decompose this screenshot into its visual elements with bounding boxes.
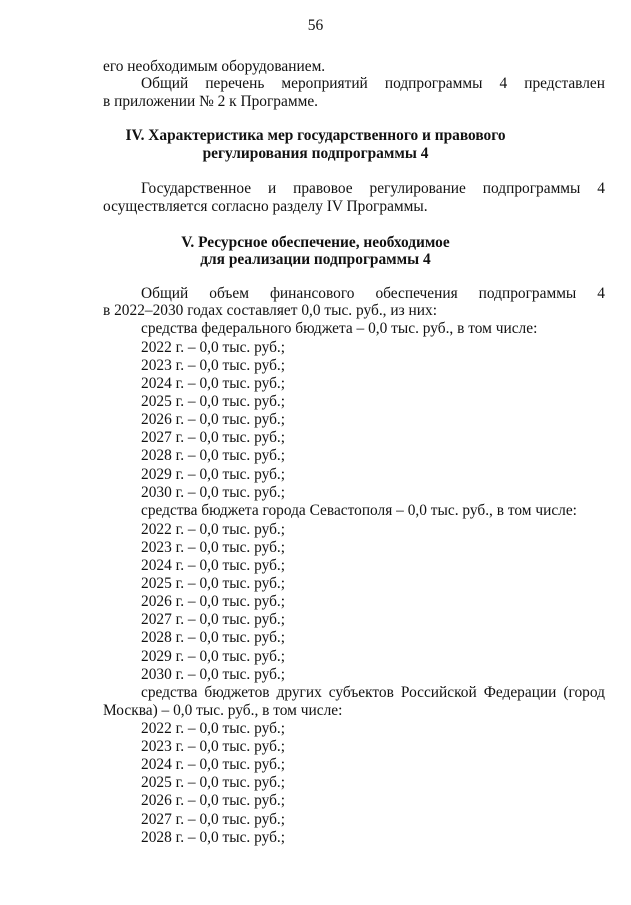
funding-source-title: средства бюджета города Севастополя – 0,0 тыс. руб., в том числе: bbox=[141, 502, 577, 519]
section-heading-line: регулирования подпрограммы 4 bbox=[202, 145, 429, 162]
year-amount-line: 2027 г. – 0,0 тыс. руб.; bbox=[141, 611, 286, 628]
word: подпрограммы bbox=[482, 180, 581, 197]
paragraph-line: его необходимым оборудованием. bbox=[103, 58, 326, 75]
word: (город bbox=[563, 684, 605, 701]
year-amount-line: 2027 г. – 0,0 тыс. руб.; bbox=[141, 429, 286, 446]
word: финансового bbox=[269, 285, 355, 302]
paragraph-line-justified bbox=[141, 75, 605, 93]
year-amount-line: 2029 г. – 0,0 тыс. руб.; bbox=[141, 466, 286, 483]
year-amount-line: 2022 г. – 0,0 тыс. руб.; bbox=[141, 720, 286, 737]
word: 4 bbox=[597, 180, 605, 197]
funding-source-title: средства федерального бюджета – 0,0 тыс. руб., в том числе: bbox=[141, 320, 538, 337]
word: подпрограммы bbox=[478, 285, 577, 302]
section-heading-line: V. Ресурсное обеспечение, необходимое bbox=[181, 234, 450, 251]
funding-source-title-justified bbox=[141, 684, 605, 702]
section-heading-line: IV. Характеристика мер государственного и правового bbox=[125, 127, 506, 144]
page-number: 56 bbox=[307, 17, 324, 34]
year-amount-line: 2024 г. – 0,0 тыс. руб.; bbox=[141, 756, 286, 773]
word: Государственное bbox=[141, 180, 252, 197]
word: 4 bbox=[499, 75, 508, 92]
paragraph-line-justified bbox=[141, 180, 605, 198]
word: регулирование bbox=[369, 180, 466, 197]
year-amount-line: 2025 г. – 0,0 тыс. руб.; bbox=[141, 575, 286, 592]
year-amount-line: 2026 г. – 0,0 тыс. руб.; bbox=[141, 792, 286, 809]
section-heading-line: для реализации подпрограммы 4 bbox=[200, 251, 431, 268]
word: субъектов bbox=[328, 684, 394, 701]
word: 4 bbox=[597, 285, 605, 302]
word: Общий bbox=[141, 75, 189, 92]
word: объем bbox=[209, 285, 249, 302]
year-amount-line: 2022 г. – 0,0 тыс. руб.; bbox=[141, 521, 286, 538]
paragraph-line: в 2022–2030 годах составляет 0,0 тыс. руб., из них: bbox=[103, 302, 437, 319]
word: Российской bbox=[400, 684, 477, 701]
year-amount-line: 2027 г. – 0,0 тыс. руб.; bbox=[141, 811, 286, 828]
year-amount-line: 2023 г. – 0,0 тыс. руб.; bbox=[141, 357, 286, 374]
paragraph-line: осуществляется согласно разделу IV Программы. bbox=[103, 198, 428, 215]
paragraph-line: в приложении № 2 к Программе. bbox=[103, 93, 318, 110]
year-amount-line: 2030 г. – 0,0 тыс. руб.; bbox=[141, 666, 286, 683]
word: средства bbox=[141, 684, 198, 701]
year-amount-line: 2026 г. – 0,0 тыс. руб.; bbox=[141, 593, 286, 610]
word: бюджетов bbox=[204, 684, 270, 701]
year-amount-line: 2025 г. – 0,0 тыс. руб.; bbox=[141, 393, 286, 410]
year-amount-line: 2030 г. – 0,0 тыс. руб.; bbox=[141, 484, 286, 501]
year-amount-line: 2028 г. – 0,0 тыс. руб.; bbox=[141, 829, 286, 846]
year-amount-line: 2026 г. – 0,0 тыс. руб.; bbox=[141, 411, 286, 428]
paragraph-line-justified bbox=[141, 285, 605, 303]
word: Федерации bbox=[483, 684, 557, 701]
year-amount-line: 2023 г. – 0,0 тыс. руб.; bbox=[141, 539, 286, 556]
year-amount-line: 2028 г. – 0,0 тыс. руб.; bbox=[141, 629, 286, 646]
word: Общий bbox=[141, 285, 189, 302]
year-amount-line: 2022 г. – 0,0 тыс. руб.; bbox=[141, 339, 286, 356]
year-amount-line: 2023 г. – 0,0 тыс. руб.; bbox=[141, 738, 286, 755]
word: и bbox=[267, 180, 277, 197]
word: подпрограммы bbox=[384, 75, 483, 92]
word: представлен bbox=[524, 75, 605, 92]
year-amount-line: 2024 г. – 0,0 тыс. руб.; bbox=[141, 375, 286, 392]
word: правовое bbox=[293, 180, 353, 197]
word: перечень bbox=[205, 75, 265, 92]
year-amount-line: 2024 г. – 0,0 тыс. руб.; bbox=[141, 557, 286, 574]
word: мероприятий bbox=[281, 75, 368, 92]
year-amount-line: 2029 г. – 0,0 тыс. руб.; bbox=[141, 648, 286, 665]
year-amount-line: 2025 г. – 0,0 тыс. руб.; bbox=[141, 774, 286, 791]
funding-source-title-cont: Москва) – 0,0 тыс. руб., в том числе: bbox=[103, 702, 343, 719]
year-amount-line: 2028 г. – 0,0 тыс. руб.; bbox=[141, 447, 286, 464]
word: обеспечения bbox=[375, 285, 458, 302]
word: других bbox=[276, 684, 322, 701]
